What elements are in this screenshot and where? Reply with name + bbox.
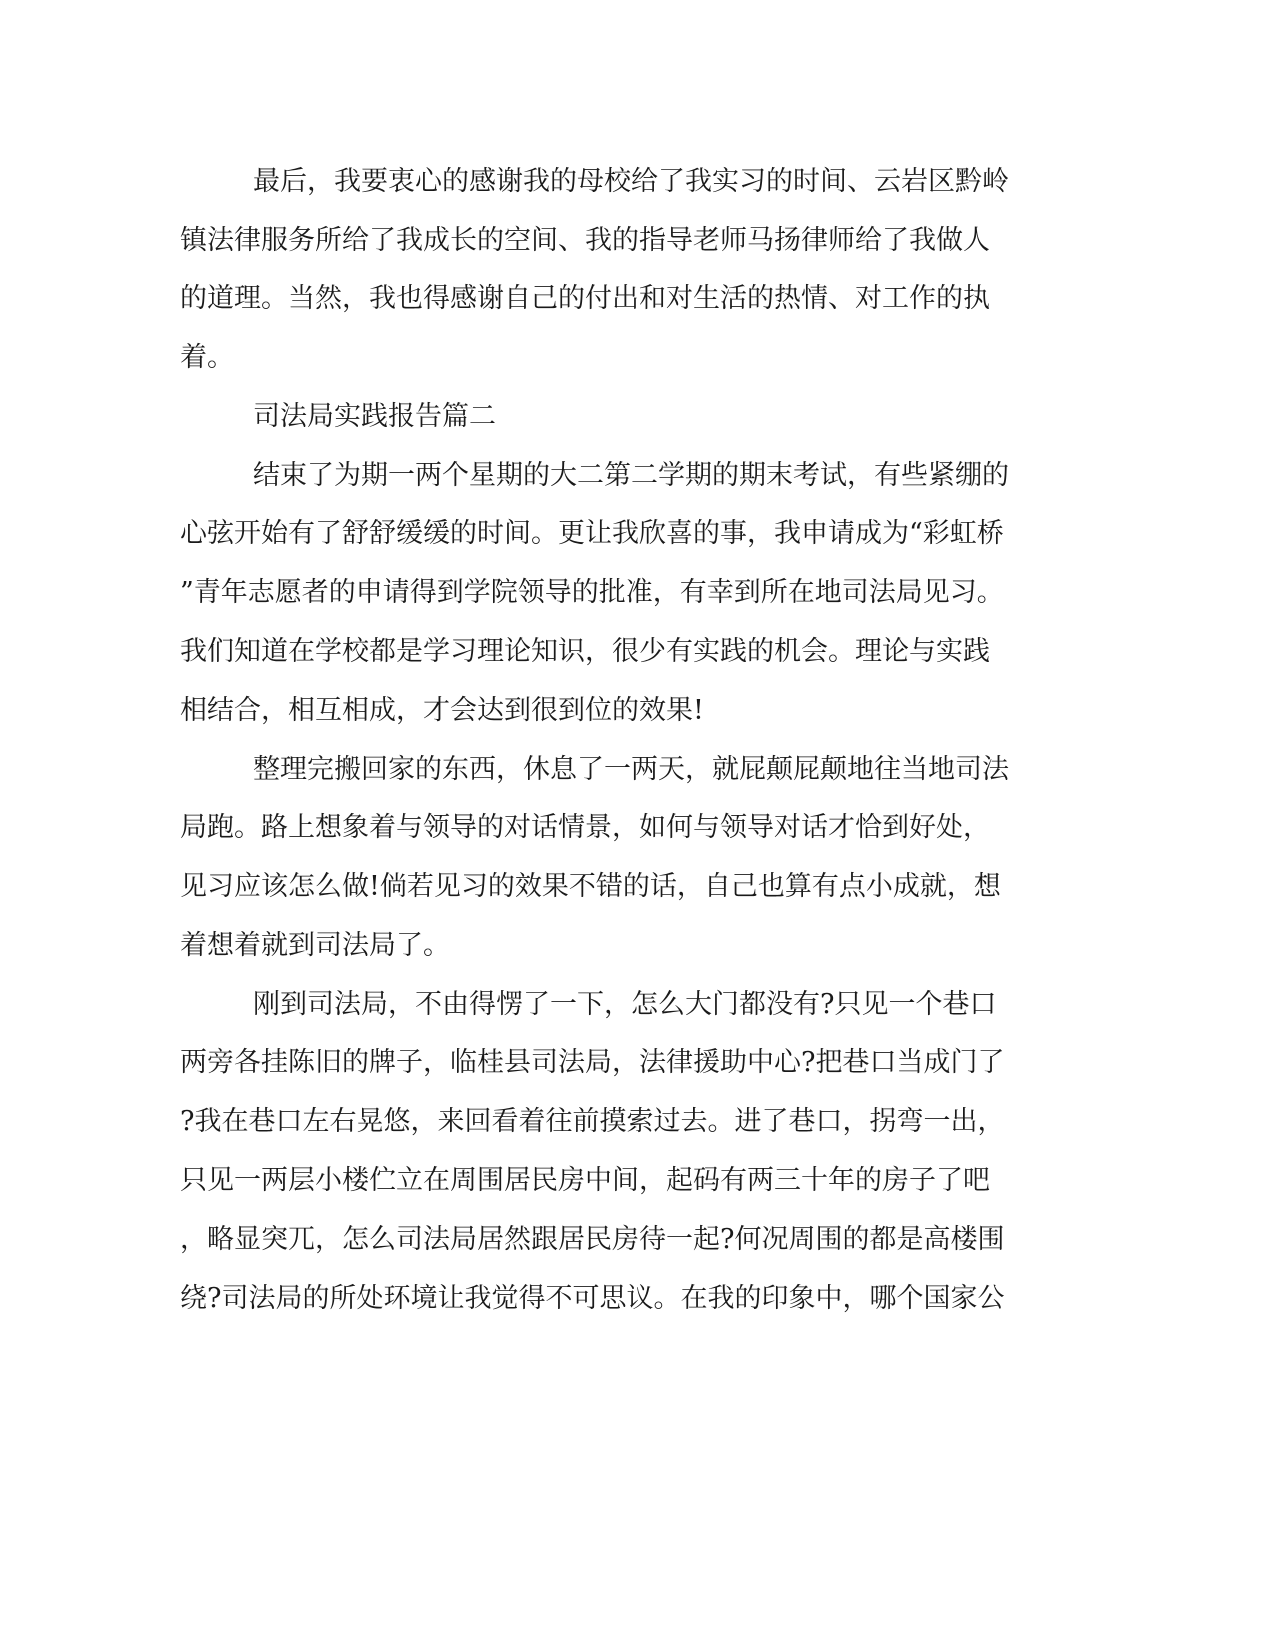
paragraph-2-line-4: 我们知道在学校都是学习理论知识，很少有实践的机会。理论与实践 xyxy=(180,636,990,667)
section-heading: 司法局实践报告篇二 xyxy=(253,401,496,432)
paragraph-3-line-2: 局跑。路上想象着与领导的对话情景，如何与领导对话才恰到好处， xyxy=(180,812,990,843)
paragraph-3-line-3: 见习应该怎么做!倘若见习的效果不错的话，自己也算有点小成就，想 xyxy=(180,871,1001,902)
paragraph-4-line-3: ?我在巷口左右晃悠，来回看着往前摸索过去。进了巷口，拐弯一出， xyxy=(180,1106,1005,1137)
paragraph-4-line-2: 两旁各挂陈旧的牌子，临桂县司法局，法律援助中心?把巷口当成门了 xyxy=(180,1047,1005,1078)
paragraph-4-line-5: ，略显突兀，怎么司法局居然跟居民房待一起?何况周围的都是高楼围 xyxy=(180,1224,1005,1255)
paragraph-2-line-2: 心弦开始有了舒舒缓缓的时间。更让我欣喜的事，我申请成为“彩虹桥 xyxy=(180,518,1004,549)
paragraph-2-line-1: 结束了为期一两个星期的大二第二学期的期末考试，有些紧绷的 xyxy=(253,460,1009,491)
paragraph-1-line-4: 着。 xyxy=(180,342,234,373)
paragraph-1-line-2: 镇法律服务所给了我成长的空间、我的指导老师马扬律师给了我做人 xyxy=(180,225,990,256)
paragraph-3-line-4: 着想着就到司法局了。 xyxy=(180,930,450,961)
paragraph-4-line-1: 刚到司法局，不由得愣了一下，怎么大门都没有?只见一个巷口 xyxy=(253,989,997,1020)
paragraph-4-line-4: 只见一两层小楼伫立在周围居民房中间，起码有两三十年的房子了吧 xyxy=(180,1165,990,1196)
paragraph-4-line-6: 绕?司法局的所处环境让我觉得不可思议。在我的印象中，哪个国家公 xyxy=(180,1283,1005,1314)
paragraph-1-line-3: 的道理。当然，我也得感谢自己的付出和对生活的热情、对工作的执 xyxy=(180,283,990,314)
paragraph-2-line-5: 相结合，相互相成，才会达到很到位的效果! xyxy=(180,695,704,726)
paragraph-2-line-3: ”青年志愿者的申请得到学院领导的批准，有幸到所在地司法局见习。 xyxy=(180,577,1004,608)
paragraph-1-line-1: 最后，我要衷心的感谢我的母校给了我实习的时间、云岩区黔岭 xyxy=(253,166,1009,197)
paragraph-3-line-1: 整理完搬回家的东西，休息了一两天，就屁颠屁颠地往当地司法 xyxy=(253,754,1009,785)
